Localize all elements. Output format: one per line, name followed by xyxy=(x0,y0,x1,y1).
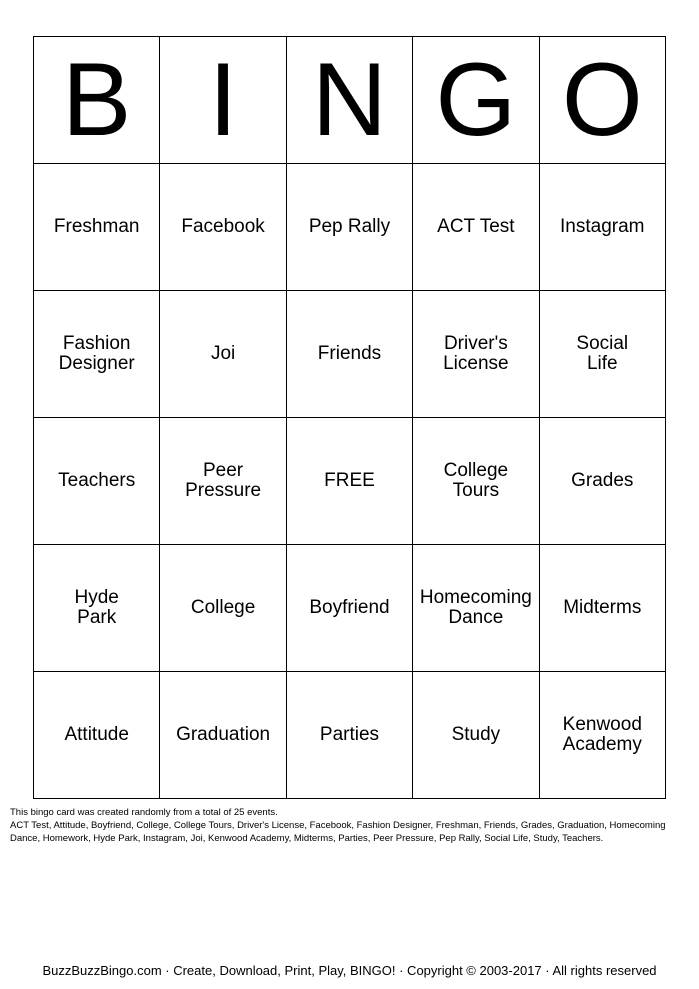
bingo-cell-text: Midterms xyxy=(563,597,642,618)
bingo-cell xyxy=(539,164,665,291)
bingo-cell xyxy=(539,418,665,545)
bingo-cell-text: Homecoming Dance xyxy=(419,587,532,628)
bingo-free-cell xyxy=(286,418,412,545)
bingo-cell-text: College Tours xyxy=(443,460,509,501)
bingo-row-3 xyxy=(34,418,666,545)
bingo-cell-text: Study xyxy=(451,724,501,745)
bingo-row-2 xyxy=(34,291,666,418)
bingo-cell-text: Facebook xyxy=(181,216,265,237)
bingo-cell-text: Attitude xyxy=(64,724,129,745)
bingo-cell xyxy=(413,418,539,545)
bingo-cell-text: Hyde Park xyxy=(74,587,119,628)
bingo-cell-text: Kenwood Academy xyxy=(562,714,642,755)
bingo-cell xyxy=(539,291,665,418)
bingo-cell xyxy=(286,291,412,418)
bingo-cell xyxy=(34,291,160,418)
bingo-cell-text: Parties xyxy=(319,724,380,745)
note-summary: This bingo card was created randomly from a total of 25 events. xyxy=(10,807,278,818)
header-letter-i: I xyxy=(160,37,286,164)
bingo-header-row xyxy=(34,37,666,164)
bingo-cell-text: Grades xyxy=(571,470,634,491)
bingo-cell xyxy=(286,164,412,291)
bingo-cell xyxy=(160,291,286,418)
bingo-cell-text: Freshman xyxy=(53,216,140,237)
bingo-row-1 xyxy=(34,164,666,291)
bingo-card xyxy=(33,36,666,799)
event-list-note xyxy=(10,806,680,845)
bingo-cell xyxy=(160,545,286,672)
header-letter-n: N xyxy=(286,37,412,164)
bingo-free-text: FREE xyxy=(324,470,375,491)
bingo-cell xyxy=(160,418,286,545)
bingo-cell-text: ACT Test xyxy=(437,216,515,237)
header-letter-b: B xyxy=(34,37,160,164)
bingo-cell xyxy=(539,545,665,672)
bingo-cell-text: Boyfriend xyxy=(309,597,390,618)
bingo-cell xyxy=(34,545,160,672)
bingo-cell xyxy=(34,164,160,291)
bingo-cell xyxy=(286,672,412,799)
note-event-list: ACT Test, Attitude, Boyfriend, College, College Tours, Driver's License, Facebook, Fashion Designer, Freshman, Friends, Grades, Graduation, Homecoming Dance, Homework, Hyde Park, Instagram, Joi, Kenwood Academy, Midterms, Parties, Peer Pressure, Pep Rally, Social Life, Study, Teachers. xyxy=(10,820,666,844)
header-letter-o: O xyxy=(539,37,665,164)
bingo-cell xyxy=(34,418,160,545)
bingo-cell-text: Friends xyxy=(317,343,382,364)
bingo-cell-text: Teachers xyxy=(58,470,136,491)
header-letter-g: G xyxy=(413,37,539,164)
bingo-cell-text: Social Life xyxy=(576,333,629,374)
bingo-cell-text: Joi xyxy=(210,343,236,364)
bingo-cell-text: Driver's License xyxy=(443,333,509,374)
bingo-cell xyxy=(413,545,539,672)
bingo-cell xyxy=(539,672,665,799)
bingo-cell-text: Pep Rally xyxy=(308,216,391,237)
bingo-cell xyxy=(286,545,412,672)
bingo-cell-text: Graduation xyxy=(176,724,271,745)
footer-copyright: BuzzBuzzBingo.com · Create, Download, Print, Play, BINGO! · Copyright © 2003-2017 · All rights reserved xyxy=(42,963,657,978)
bingo-row-4 xyxy=(34,545,666,672)
bingo-row-5 xyxy=(34,672,666,799)
bingo-cell-text: Fashion Designer xyxy=(58,333,135,374)
bingo-cell xyxy=(160,164,286,291)
bingo-cell-text: College xyxy=(190,597,256,618)
bingo-cell-text: Peer Pressure xyxy=(185,460,262,501)
bingo-cell xyxy=(160,672,286,799)
bingo-cell-text: Instagram xyxy=(560,216,645,237)
bingo-cell xyxy=(413,164,539,291)
bingo-cell xyxy=(34,672,160,799)
bingo-cell xyxy=(413,291,539,418)
bingo-cell xyxy=(413,672,539,799)
